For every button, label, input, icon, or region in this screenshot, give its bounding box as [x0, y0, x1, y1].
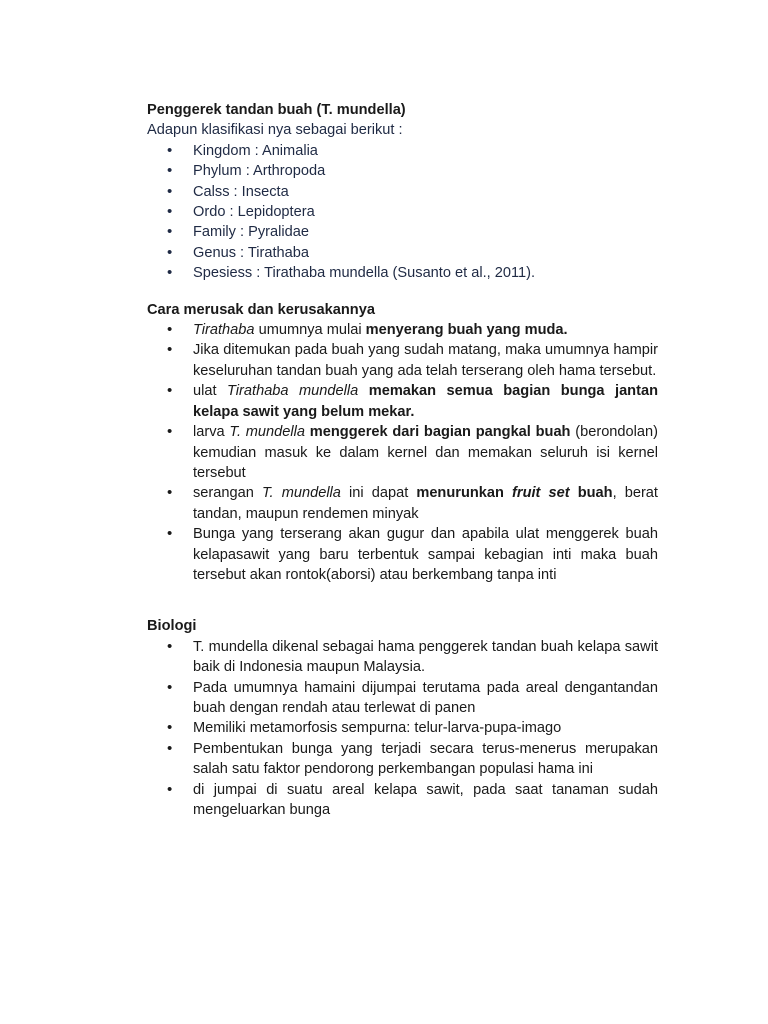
- list-item: • di jumpai di suatu areal kelapa sawit, pada saat tanaman sudah mengeluarkan bunga: [147, 780, 658, 821]
- list-item: • Pembentukan bunga yang terjadi secara terus-menerus merupakan salah satu faktor pendorong perkembangan populasi hama ini: [147, 739, 658, 780]
- list-item: • Pada umumnya hamaini dijumpai terutama pada areal dengantandan buah dengan rendah atau terlewat di panen: [147, 678, 658, 719]
- list-item: • serangan T. mundella ini dapat menurunkan fruit set buah, berat tandan, maupun rendemen minyak: [147, 483, 658, 524]
- list-item: • Spesiess : Tirathaba mundella (Susanto et al., 2011).: [147, 263, 658, 283]
- list-item: • T. mundella dikenal sebagai hama penggerek tandan buah kelapa sawit baik di Indonesia maupun Malaysia.: [147, 637, 658, 678]
- damage-list: [147, 320, 658, 585]
- list-item: • ulat Tirathaba mundella memakan semua bagian bunga jantan kelapa sawit yang belum mekar.: [147, 381, 658, 422]
- list-item: • Ordo : Lepidoptera: [147, 202, 658, 222]
- document-page: [147, 100, 658, 820]
- list-item: • Jika ditemukan pada buah yang sudah matang, maka umumnya hampir keseluruhan tandan buah yang ada telah terserang oleh hama tersebut.: [147, 340, 658, 381]
- list-item: • Calss : Insecta: [147, 182, 658, 202]
- list-item: • Phylum : Arthropoda: [147, 161, 658, 181]
- list-item: • Bunga yang terserang akan gugur dan apabila ulat menggerek buah kelapasawit yang baru terbentuk sampai kebagian inti maka buah tersebut akan rontok(aborsi) atau berkembang tanpa inti: [147, 524, 658, 585]
- list-item: • Kingdom : Animalia: [147, 141, 658, 161]
- list-item: • Genus : Tirathaba: [147, 243, 658, 263]
- section-title-penggerek: Penggerek tandan buah (T. mundella): [147, 102, 406, 118]
- section-title-cara-merusak: Cara merusak dan kerusakannya: [147, 301, 375, 318]
- list-item: • Memiliki metamorfosis sempurna: telur-larva-pupa-imago: [147, 718, 658, 738]
- list-item: • larva T. mundella menggerek dari bagian pangkal buah (berondolan) kemudian masuk ke dalam kernel dan memakan seluruh isi kernel tersebut: [147, 422, 658, 483]
- list-item: • Tirathaba umumnya mulai menyerang buah yang muda.: [147, 320, 658, 340]
- biology-list: [147, 637, 658, 821]
- classification-list: [147, 141, 658, 284]
- list-item: • Family : Pyralidae: [147, 222, 658, 242]
- section-title-biologi: Biologi: [147, 618, 197, 635]
- classification-intro: Adapun klasifikasi nya sebagai berikut :: [147, 122, 403, 139]
